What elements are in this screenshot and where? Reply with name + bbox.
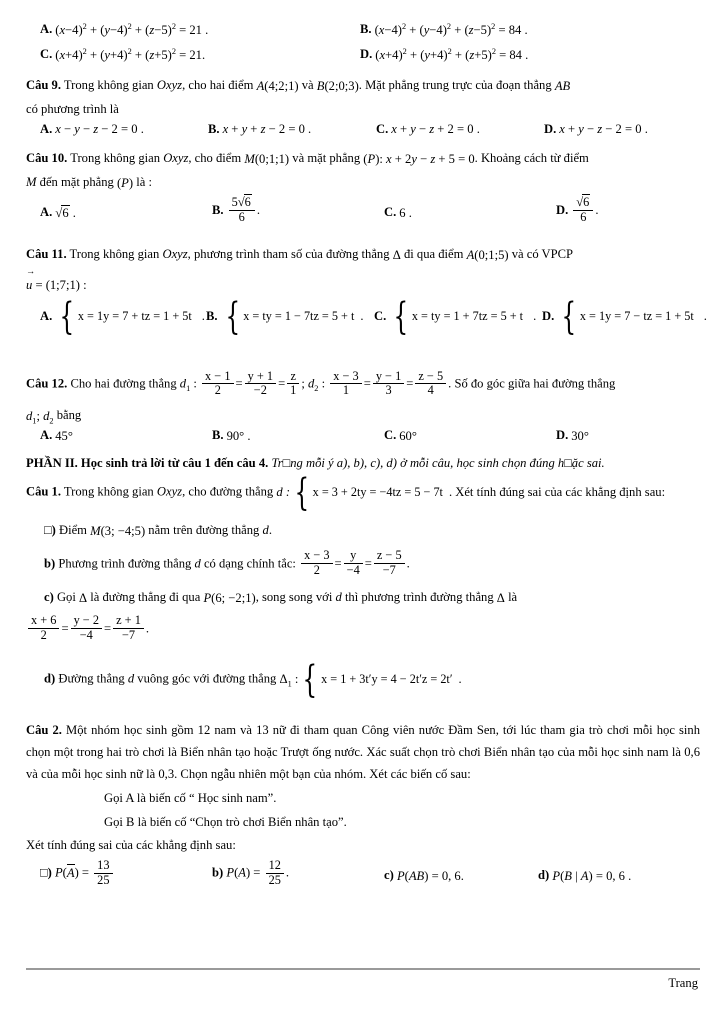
q9-option-b-text: x + y + z − 2 = 0 . <box>222 122 312 137</box>
q12-option-b-label: B. <box>212 427 224 442</box>
p2q2-event-b <box>104 811 700 833</box>
q10-option-d-label: D. <box>556 203 569 218</box>
q11-a-row1: x = 1 <box>77 309 104 324</box>
q11-option-a-system <box>55 294 192 339</box>
p2q1-item-c-expr: $\frac{x + 6}{2}$ = $\frac{y - 2}{-4}$ = $\frac{z + 1}{-7}$ <box>26 616 146 644</box>
q12-d1-f1-den: 2 <box>202 383 233 397</box>
q10-stem-part2: , cho điểm <box>188 150 242 165</box>
q11-c-tail: . <box>533 309 537 324</box>
q11-d-row3: z = 1 + 5t <box>646 309 694 324</box>
q9-option-a-label: A. <box>40 121 53 136</box>
q10-stem <box>26 147 700 170</box>
q9-stem-part3: . Mặt phẳng trung trực của đoạn thẳng <box>358 78 552 92</box>
p2q1-item-a[interactable] <box>44 519 700 542</box>
p2q1-item-c-text2: là đường thẳng đi qua <box>90 590 201 605</box>
q12-option-d-label: D. <box>556 427 569 442</box>
q10-number: Câu 10. <box>26 150 68 165</box>
q10-option-d-text: $\frac{√6}{6}$ . <box>571 197 598 225</box>
q12-d1-f3-num: z <box>290 368 296 383</box>
q10-options-row <box>26 195 700 243</box>
q9-option-c[interactable] <box>376 122 480 138</box>
p2q1-item-b-text1: Phương trình đường thẳng <box>58 556 192 571</box>
p2q1-number: Câu 1. <box>26 484 61 499</box>
q11-option-c[interactable] <box>374 294 537 339</box>
footer-page-label: Trang <box>668 976 698 990</box>
p2q1-item-a-label: □) <box>44 523 56 538</box>
q11-stem-part2: , phương trình tham số của đường thẳng <box>187 247 390 262</box>
p2q1-item-d-tail: . <box>458 671 462 686</box>
q9-option-c-label: C. <box>376 121 389 136</box>
part2-heading-bold: PHẦN II. Học sinh trả lời từ câu 1 đến câu 4. <box>26 455 269 470</box>
p2q1-c-f3-num: z + 1 <box>116 613 141 628</box>
p2q1-item-d-delta: $\Delta_1$ : <box>279 671 299 689</box>
p2q2-stem <box>26 720 700 785</box>
p2q1-sys-row2: y = −4t <box>360 484 396 499</box>
q10-option-b[interactable] <box>212 197 260 225</box>
q8-option-c[interactable] <box>40 47 205 63</box>
q10-stem-line2 <box>26 171 700 194</box>
q12-option-b[interactable] <box>212 428 251 444</box>
p2q1-item-c[interactable] <box>44 586 700 609</box>
q11-stem-part1: Trong không gian <box>69 247 160 262</box>
q10-option-d-den: 6 <box>573 210 593 224</box>
p2q1-item-b-label: b) <box>44 556 56 571</box>
q8-option-c-label: C. <box>40 47 53 61</box>
q9-option-d[interactable] <box>544 122 648 138</box>
p2q1-item-c-point: P(6; −2;1) <box>203 591 256 606</box>
q9-point-b: B(2;0;3) <box>316 78 359 93</box>
p2q1-d-sys-row1: x = 1 + 3t′ <box>321 671 372 686</box>
p2q1-c-f1-num: x + 6 <box>31 613 57 628</box>
q12-d2-sub: 2 <box>314 384 319 394</box>
q11-stem <box>26 243 700 266</box>
q12-option-b-text: 90° . <box>226 428 251 443</box>
q10-space: Oxyz <box>163 150 189 165</box>
p2q1-item-c-text4: thì phương trình đường thẳng <box>344 590 494 605</box>
part2-heading-italic: Tr□ng mỗi ý a), b), c), d) ở mỗi câu, học sinh chọn đúng h□ặc sai. <box>271 455 605 470</box>
q8-option-d-label: D. <box>360 47 373 61</box>
p2q1-b-f3-den: −7 <box>374 563 405 577</box>
q11-b-row2: y = 1 − 7t <box>265 309 314 324</box>
q8-option-d[interactable] <box>360 47 528 63</box>
q9-stem-line2: có phương trình là <box>26 102 119 117</box>
q11-option-c-system <box>389 294 524 339</box>
q11-option-b-system <box>221 294 355 339</box>
q11-c-row1: x = t <box>411 309 435 324</box>
p2q2-event-a-text: Gọi A là biến cố “ Học sinh nam”. <box>104 791 277 806</box>
p2q1-item-d[interactable] <box>44 656 700 701</box>
q10-line2-p: (P) <box>116 175 134 190</box>
brace-icon: { <box>561 294 577 339</box>
p2q1-item-c-d: d <box>335 590 342 605</box>
q10-option-c[interactable] <box>384 205 412 221</box>
q10-line2-mid: đến mặt phẳng <box>39 175 114 190</box>
q10-line2-m: M <box>26 175 37 190</box>
q11-delta: Δ <box>392 248 401 263</box>
q9-option-b-label: B. <box>208 121 220 136</box>
p2q1-item-b-expr: $\frac{x - 3}{2}$ = $\frac{y}{-4}$ = $\frac{z - 5}{-7}$ <box>299 551 407 579</box>
q12-option-a-text: 45° <box>55 428 73 443</box>
q10-option-c-label: C. <box>384 205 397 220</box>
p2q2-event-a <box>104 787 700 809</box>
q11-option-a[interactable] <box>40 294 205 339</box>
q9-option-a-text: x − y − z − 2 = 0 . <box>55 122 144 137</box>
q8-options-row-1 <box>26 22 700 47</box>
p2q1-item-b-d: d <box>194 556 201 571</box>
p2q1-item-c-text3: , song song với <box>255 590 333 605</box>
q12-stem <box>26 368 700 399</box>
q11-vector-line <box>26 273 700 296</box>
p2q2-option-c-text: P(AB) = 0, 6. <box>396 869 464 884</box>
q10-stem-part1: Trong không gian <box>70 150 161 165</box>
p2q2-event-b-text: Gọi B là biến cố “Chọn trò chơi Biển nhân tạo”. <box>104 814 347 829</box>
p2q2-option-d-text: P(B | A) = 0, 6 . <box>552 869 632 884</box>
q10-conj: và mặt phẳng <box>292 150 361 165</box>
q12-stem-part1: Cho hai đường thẳng <box>70 376 177 391</box>
p2q1-item-a-text1: Điểm <box>58 523 87 538</box>
q11-option-a-label: A. <box>40 309 53 324</box>
p2q1-item-d-d: d <box>127 671 135 686</box>
brace-icon: { <box>294 469 310 514</box>
q8-option-a[interactable] <box>40 22 208 38</box>
q11-vector: u → = (1;7;1) : <box>26 274 87 296</box>
p2q1-b-f3-num: z − 5 <box>376 548 402 563</box>
q8-option-b-label: B. <box>360 22 372 36</box>
p2q1-item-d-text2: vuông góc với đường thẳng <box>137 671 277 686</box>
q8-option-b[interactable] <box>360 22 528 38</box>
part2-heading <box>26 452 700 474</box>
q12-option-c-label: C. <box>384 427 397 442</box>
q9-option-c-text: x + y − z + 2 = 0 . <box>391 122 480 137</box>
q11-b-tail: . <box>360 309 364 324</box>
q8-options-row-2 <box>26 47 700 74</box>
q11-options-row <box>26 294 707 369</box>
brace-icon: { <box>302 656 318 701</box>
q11-point-a: A(0;1;5) <box>466 248 509 263</box>
footer-divider <box>26 968 700 970</box>
q8-option-d-text: $(x+4)^2 + (y+4)^2 + (z+5)^2 = 84$ . <box>375 46 529 62</box>
q12-option-c[interactable] <box>384 428 417 444</box>
p2q2-instruction: Xét tính đúng sai của các khẳng định sau: <box>26 838 236 853</box>
q11-option-b-label: B. <box>206 309 218 324</box>
q11-a-tail: . <box>201 309 205 324</box>
p2q1-d-sys-row2: y = 4 − 2t′ <box>371 671 422 686</box>
p2q1-item-a-point: M(3; −4;5) <box>90 524 146 539</box>
p2q2-option-a[interactable] <box>40 860 115 888</box>
q9-option-d-text: x + y − z − 2 = 0 . <box>559 122 648 137</box>
q8-option-b-text: $(x-4)^2 + (y-4)^2 + (z-5)^2 = 84$ . <box>374 21 528 37</box>
q12-options-row <box>26 428 700 452</box>
p2q1-item-c-delta: Δ <box>79 591 88 606</box>
p2q1-item-c-formula <box>26 613 700 644</box>
q9-point-a: A(4;2;1) <box>256 78 299 93</box>
p2q1-item-c-tail: . <box>145 621 150 636</box>
p2q1-item-b-text2: có dạng chính tắc: <box>203 556 296 571</box>
q12-option-a[interactable] <box>40 428 73 444</box>
p2q1-item-d-system <box>298 656 453 701</box>
p2q1-item-c-delta2: Δ <box>496 591 505 606</box>
p2q1-d-label: d : <box>276 484 291 499</box>
q12-stem-part2: . Số đo góc giữa hai đường thẳng <box>448 376 616 391</box>
q10-option-c-text: 6 . <box>399 205 412 220</box>
q12-option-d[interactable] <box>556 428 589 444</box>
q12-line2-ds: $d_1$; $d_2$ <box>26 408 54 426</box>
q9-option-b[interactable] <box>208 122 311 138</box>
p2q2-option-d[interactable] <box>538 868 631 884</box>
p2q1-b-f1-den: 2 <box>301 563 332 577</box>
q12-d1-sub: 1 <box>186 384 191 394</box>
p2q1-d-sys-row3: z = 2t′ <box>421 671 453 686</box>
p2q1-c-f2-num: y − 2 <box>73 613 100 628</box>
q12-d1-f3-den: 1 <box>287 383 299 397</box>
q11-option-c-label: C. <box>374 309 387 324</box>
q9-stem <box>26 74 700 97</box>
p2q1-b-f2-num: y <box>350 548 357 563</box>
q11-b-row3: z = 5 + t <box>313 309 355 324</box>
q11-stem-part4: và có VPCP <box>511 247 574 262</box>
p2q2-paragraph: Một nhóm học sinh gồm 12 nam và 13 nữ đi tham quan Công viên nước Đầm Sen, tới lúc tham gia trò chơi mỗi học sinh chọn một trong hai trò chơi là Biển nhân tạo hoặc Trượt ống nước. Xác suất chọn trò chơi Biển nhân tạo của mỗi học sinh nam là 0,6 và của mỗi học sinh nữ là 0,3. Chọn ngẫu nhiên một bạn của nhóm. Xét các biến cố sau: <box>26 723 700 781</box>
q9-option-a[interactable] <box>40 122 144 138</box>
q11-d-row2: y = 7 − t <box>605 309 647 324</box>
q12-option-c-text: 60° <box>399 428 417 443</box>
p2q1-item-b[interactable] <box>44 548 700 579</box>
q12-d1-f1-num: x − 1 <box>205 368 231 383</box>
p2q1-system <box>290 469 443 514</box>
p2q1-sys-row1: x = 3 + 2t <box>312 484 361 499</box>
q12-number: Câu 12. <box>26 376 68 391</box>
q10-point-m: M(0;1;1) <box>244 151 290 166</box>
p2q2-a-den: 25 <box>94 873 112 887</box>
p2q1-c-f2-den: −4 <box>71 628 102 642</box>
q10-option-d[interactable] <box>556 197 598 225</box>
page-body <box>26 21 707 904</box>
p2q2-option-b[interactable] <box>212 860 289 888</box>
p2q1-item-a-text2: nằm trên đường thẳng <box>148 523 260 538</box>
p2q2-option-c-label: c) <box>384 868 394 883</box>
p2q2-option-c[interactable] <box>384 868 464 884</box>
q11-c-row2: y = 1 + 7t <box>434 309 483 324</box>
p2q1-item-a-d: d <box>262 523 269 538</box>
q10-option-b-label: B. <box>212 203 224 218</box>
q8-option-a-label: A. <box>40 22 53 36</box>
q11-b-row1: x = t <box>243 309 266 324</box>
q12-d2-f3-den: 4 <box>415 383 446 397</box>
q9-conj: và <box>301 78 314 92</box>
q8-option-c-text: $(x+4)^2 + (y+4)^2 + (z+5)^2 = 21$. <box>55 46 206 62</box>
q9-number: Câu 9. <box>26 78 61 92</box>
q12-d2-f2-num: y − 1 <box>375 368 402 383</box>
p2q2-option-d-label: d) <box>538 868 550 883</box>
p2q2-b-den: 25 <box>266 873 284 887</box>
q10-option-b-den: 6 <box>229 210 255 224</box>
p2q1-item-c-text1: Gọi <box>56 590 76 605</box>
q11-option-b[interactable] <box>206 294 364 339</box>
p2q1-stem-part3: . Xét tính đúng sai của các khẳng định sau: <box>448 484 666 499</box>
q11-a-row2: y = 7 + t <box>103 309 145 324</box>
q12-d2-f2-den: 3 <box>373 383 404 397</box>
p2q2-option-b-expr: P(A) = $\frac{12}{25}$ . <box>226 858 290 887</box>
p2q1-item-d-delta-sub: 1 <box>287 679 292 689</box>
q11-a-row3: z = 1 + 5t <box>144 309 192 324</box>
p2q1-item-c-label: c) <box>44 590 54 605</box>
brace-icon: { <box>59 294 75 339</box>
q12-line2-end: bằng <box>56 407 82 422</box>
brace-icon: { <box>393 294 409 339</box>
q12-option-a-label: A. <box>40 427 53 442</box>
q12-d2-f1-num: x − 3 <box>333 368 359 383</box>
p2q1-stem-part1: Trong không gian <box>63 484 154 499</box>
p2q2-option-a-label: □) <box>40 866 52 881</box>
q12-stem-line2 <box>26 404 700 427</box>
q11-option-d-label: D. <box>542 309 555 324</box>
p2q1-item-a-text3: . <box>268 523 272 538</box>
q11-stem-part3: đi qua điểm <box>403 247 464 262</box>
q9-options-row <box>26 122 700 147</box>
p2q1-item-c-text5: là <box>508 590 518 605</box>
p2q2-option-b-label: b) <box>212 866 224 881</box>
q12-d1: $d_1$ : $\frac{x - 1}{2}$ = $\frac{y + 1}{-2}$ = $\frac{z}{1}$ ; $d_2$ : $\frac{x - 3}{1}$ = $\frac{y - 1}{3}$ = $\frac{z - 5}{4}$ <box>180 371 448 399</box>
p2q1-item-d-label: d) <box>44 671 56 686</box>
q11-d-tail: . <box>703 309 707 324</box>
q11-c-row3: z = 5 + t <box>482 309 524 324</box>
q9-stem-part2: , cho hai điểm <box>182 78 254 92</box>
p2q2-a-num: 13 <box>97 858 110 873</box>
q9-space: Oxyz <box>156 78 183 92</box>
q11-number: Câu 11. <box>26 247 67 262</box>
q12-d1-f2-den: −2 <box>245 383 276 397</box>
p2q1-stem <box>26 469 700 514</box>
p2q1-sys-row3: z = 5 − 7t <box>395 484 443 499</box>
p2q1-b-f2-den: −4 <box>344 563 363 577</box>
brace-icon: { <box>225 294 240 339</box>
q10-plane: (P): x + 2y − z + 5 = 0 <box>363 151 475 166</box>
p2q1-b-f1-num: x − 3 <box>304 548 330 563</box>
p2q1-item-d-text1: Đường thẳng <box>58 671 125 686</box>
q10-stem-part3: . Khoảng cách từ điểm <box>474 150 589 165</box>
p2q1-c-f1-den: 2 <box>28 628 59 642</box>
q10-option-a[interactable] <box>40 205 76 221</box>
q11-d-row1: x = 1 <box>579 309 606 324</box>
q12-d2-f3-num: z − 5 <box>418 368 444 383</box>
p2q2-b-num: 12 <box>268 858 281 873</box>
p2q1-stem-part2: , cho đường thẳng <box>182 484 274 499</box>
p2q1-c-f3-den: −7 <box>113 628 144 642</box>
q11-option-d[interactable] <box>542 294 707 339</box>
p2q1-space: Oxyz <box>156 484 183 499</box>
q10-option-a-label: A. <box>40 205 53 220</box>
q12-option-d-text: 30° <box>571 428 589 443</box>
p2q2-number: Câu 2. <box>26 723 62 738</box>
q9-stem-part1: Trong không gian <box>63 78 154 92</box>
q11-option-d-system <box>557 294 694 339</box>
p2q2-option-a-expr: P(A) = $\frac{13}{25}$ <box>55 860 115 888</box>
q12-d2-f1-den: 1 <box>330 383 361 397</box>
p2q1-item-b-tail: . <box>406 556 410 571</box>
q10-option-a-text: √6 . <box>55 205 76 220</box>
q9-option-d-label: D. <box>544 121 557 136</box>
q8-option-a-text: $(x-4)^2 + (y-4)^2 + (z-5)^2 = 21$ . <box>55 21 209 37</box>
q10-line2-end: là : <box>136 175 152 190</box>
q12-d1-f2-num: y + 1 <box>247 368 274 383</box>
q11-space: Oxyz <box>162 247 188 262</box>
p2q2-options-row <box>26 860 700 904</box>
q9-segment: AB <box>554 78 571 93</box>
q10-option-b-text: $\frac{5√6}{6}$ . <box>227 197 260 225</box>
